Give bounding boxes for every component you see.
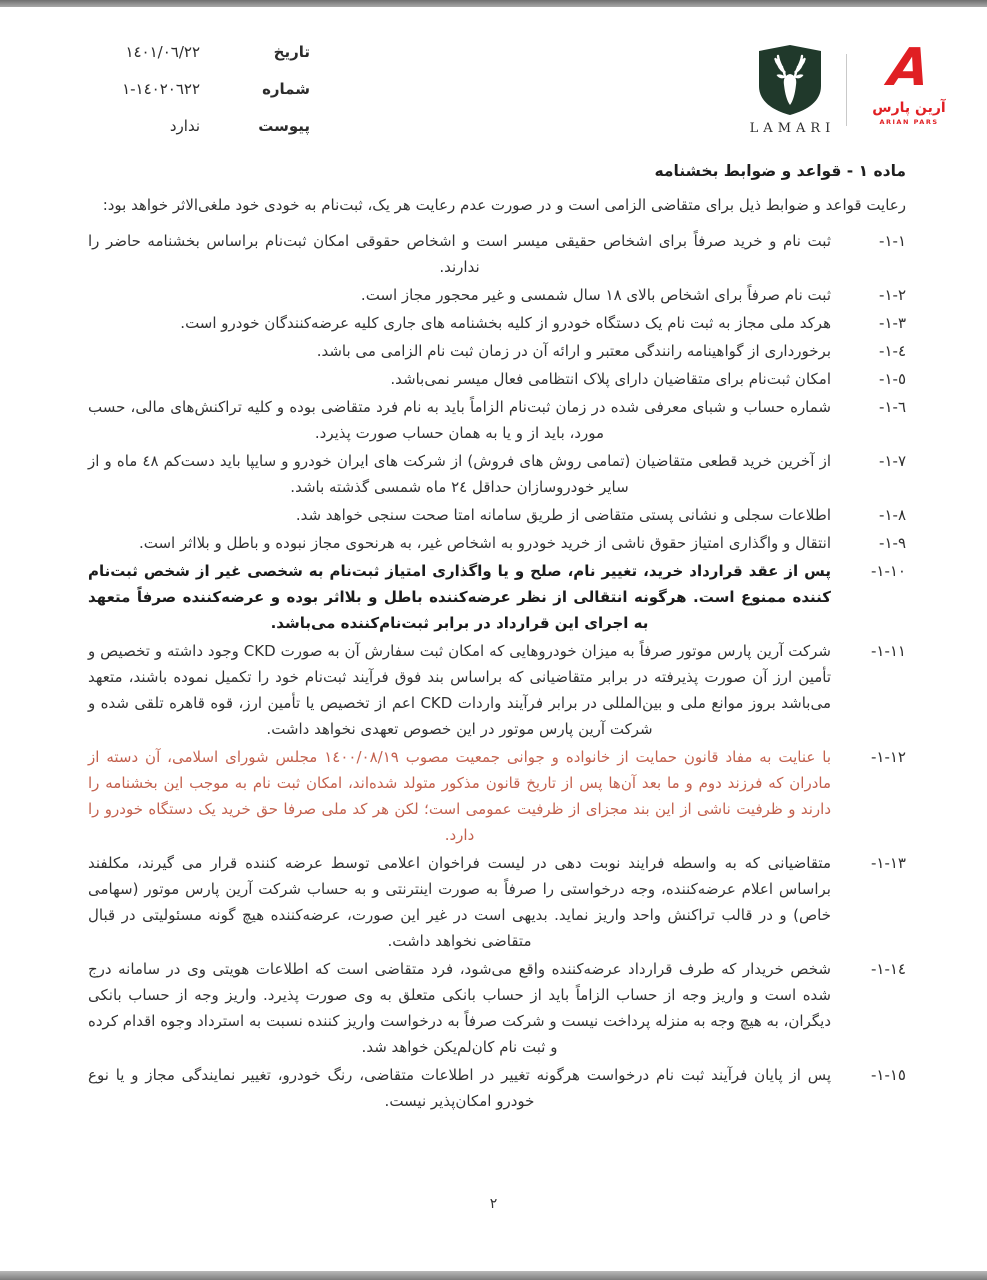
item-text: شخص خریدار که طرف قرارداد عرضه‌کننده واقع می‌شود، فرد متقاضی است که اطلاعات هویتی وی در سامانه درج شده است و واریز وجه از حساب الزاماً باید از حساب بانکی متعلق به وی صورت پذیرد. واریز وجه از حساب بانکی دیگران، به هیچ وجه به منزله پرداخت نیست و شرکت صرفاً به درخواست واریز کننده نسبت به استرداد وجوه اقدام کرده و ثبت نام کان‌لم‌یکن خواهد شد. <box>88 960 831 1056</box>
letterhead-fields <box>96 40 310 151</box>
clause-item-row <box>88 558 906 636</box>
clause-item-row <box>88 448 906 500</box>
date-label: تاریخ <box>273 43 310 61</box>
attachment-value: ندارد <box>169 117 200 135</box>
clause-item-row <box>88 282 906 308</box>
clause-item-row <box>88 530 906 556</box>
item-number: ٩-١- <box>879 534 906 552</box>
scan-edge-bottom <box>0 1271 987 1280</box>
item-number: ١٤-١- <box>870 960 906 978</box>
clause-item-row <box>88 338 906 364</box>
item-text: از آخرین خرید قطعی متقاضیان (تمامی روش های فروش) از شرکت های ایران خودرو و سایپا باید دست‌کم ٤٨ ماه و از سایر خودروسازان حداقل ٢٤ ماه شمسی گذشته باشد. <box>88 452 831 496</box>
item-text: هرکد ملی مجاز به ثبت نام یک دستگاه خودرو از کلیه بخشنامه های جاری کلیه عرضه‌کنندگان خودرو است. <box>180 314 831 332</box>
clause-item-row <box>88 310 906 336</box>
item-text: پس از عقد قرارداد خرید، تغییر نام، صلح و یا واگذاری امتیاز ثبت‌نام به شخصی غیر از شخص ثبت‌نام کننده ممنوع است. هرگونه انتقالی از نظر عرضه‌کننده باطل و بلااثر بوده و عرضه‌کننده صرفاً متعهد به اجرای این قرارداد در برابر ثبت‌نام‌کننده می‌باشد. <box>88 562 831 632</box>
logo-divider <box>846 54 847 126</box>
page-number: ٢ <box>489 1196 498 1212</box>
lamari-logo <box>740 44 840 136</box>
clause-intro: رعایت قواعد و ضوابط ذیل برای متقاضی الزامی است و در صورت عدم رعایت هر یک، ثبت‌نام به خودی خود ملغی‌الاثر خواهد بود: <box>102 196 906 214</box>
arian-name-fa: آرین پارس <box>872 100 946 116</box>
date-value: ١٤٠١/٠٦/٢٢ <box>125 43 200 61</box>
clause-title: ماده ١ - قواعد و ضوابط بخشنامه <box>654 162 906 180</box>
clause-item-row <box>88 394 906 446</box>
clause-item-row <box>88 502 906 528</box>
item-number: ٥-١- <box>879 370 906 388</box>
document-body <box>88 158 906 1116</box>
deer-shield-icon <box>758 44 822 116</box>
item-text: شرکت آرین پارس موتور صرفاً به میزان خودروهایی که امکان ثبت سفارش آن به صورت CKD وجود داشته و تخصیص و تأمین ارز آن صورت پذیرفته در برابر متقاضیانی که براساس بند فوق فرآیند ثبت‌نام خود را تکمیل نموده باشند، متعهد می‌باشد بروز موانع ملی و بین‌المللی در برابر فرآیند واردات CKD اعم از تخصیص یا تأمین ارز، قوه قاهره تلقی شده و شرکت آرین پارس موتور در این خصوص تعهدی نخواهد داشت. <box>88 642 832 738</box>
item-number: ١١-١- <box>870 642 906 660</box>
clause-item-row <box>88 850 906 954</box>
item-number: ٧-١- <box>879 452 906 470</box>
clause-item-row <box>88 1062 906 1114</box>
item-number: ١٣-١- <box>870 854 906 872</box>
item-number: ٢-١- <box>879 286 906 304</box>
item-number: ١٥-١- <box>870 1066 906 1084</box>
clause-list <box>88 228 906 1114</box>
item-text: پس از پایان فرآیند ثبت نام درخواست هرگونه تغییر در اطلاعات متقاضی، رنگ خودرو، تغییر نمایندگی مجاز و یا نوع خودرو امکان‌پذیر نیست. <box>88 1066 831 1110</box>
item-text: متقاضیانی که به واسطه فرایند نوبت دهی در لیست فراخوان اعلامی توسط عرضه کننده قرار می گیرند، مکلفند براساس اعلام عرضه‌کننده، وجه درخواستی را صرفاً به صورت اینترنتی و به حساب شرکت آرین پارس موتور (سهامی خاص) و در قالب تراکنش واحد واریز نماید. بدیهی است در غیر این صورت، عرضه‌کننده هیچ گونه مسئولیتی در قبال متقاضی نخواهد داشت. <box>88 854 831 950</box>
clause-item-row <box>88 744 906 848</box>
item-text: اطلاعات سجلی و نشانی پستی متقاضی از طریق سامانه امتا صحت سنجی خواهد شد. <box>295 506 831 524</box>
clause-item-row <box>88 228 906 280</box>
item-number: ٣-١- <box>879 314 906 332</box>
item-text: ثبت نام و خرید صرفاً برای اشخاص حقیقی میسر است و اشخاص حقوقی امکان ثبت‌نام براساس بخشنامه حاضر را ندارند. <box>88 232 831 276</box>
clause-item-row <box>88 366 906 392</box>
attachment-label: پیوست <box>258 117 310 135</box>
item-text: امکان ثبت‌نام برای متقاضیان دارای پلاک انتظامی فعال میسر نمی‌باشد. <box>390 370 831 388</box>
date-field <box>96 40 310 64</box>
item-text: ثبت نام صرفاً برای اشخاص بالای ١٨ سال شمسی و غیر محجور مجاز است. <box>360 286 831 304</box>
arianpars-logo <box>856 38 962 126</box>
lamari-wordmark: LAMARI <box>749 121 836 136</box>
item-text: شماره حساب و شبای معرفی شده در زمان ثبت‌نام الزاماً باید به نام فرد متقاضی بوده و کلیه تراکنش‌های مالی، حسب مورد، باید از و یا به همان حساب صورت پذیرد. <box>88 398 831 442</box>
clause-item-row <box>88 956 906 1060</box>
attachment-field <box>96 114 310 138</box>
item-number: ٤-١- <box>879 342 906 360</box>
number-field <box>96 77 310 101</box>
arian-name-en: ARIAN PARS <box>879 118 939 126</box>
item-number: ٦-١- <box>879 398 906 416</box>
item-text: انتقال و واگذاری امتیاز حقوق ناشی از خرید خودرو به اشخاص غیر، به هرنحوی مجاز نبوده و باطل و بلااثر است. <box>138 534 831 552</box>
scan-edge-top <box>0 0 987 7</box>
number-label: شماره <box>262 80 310 98</box>
item-number: ١٠-١- <box>870 562 906 580</box>
clause-item-row <box>88 638 906 742</box>
item-number: ٨-١- <box>879 506 906 524</box>
item-text: با عنایت به مفاد قانون حمایت از خانواده و جوانی جمعیت مصوب ١٤٠٠/٠٨/١٩ مجلس شورای اسلامی، آن دسته از مادران که فرزند دوم و ما بعد آن‌ها پس از تاریخ قانون مذکور متولد شده‌اند، امکان ثبت نام به موجب این بخشنامه را دارند و ظرفیت ناشی از این بند مجزای از ظرفیت عمومی است؛ لکن هر کد ملی صرفا حق خرید یک دستگاه خودرو را دارد. <box>88 748 832 844</box>
item-text: برخورداری از گواهینامه رانندگی معتبر و ارائه آن در زمان ثبت نام الزامی می باشد. <box>316 342 831 360</box>
arian-a-icon: A <box>885 38 933 98</box>
number-value: ١٤٠٢٠٦٢٢-١ <box>122 80 200 98</box>
item-number: ١-١- <box>879 232 906 250</box>
item-number: ١٢-١- <box>870 748 906 766</box>
